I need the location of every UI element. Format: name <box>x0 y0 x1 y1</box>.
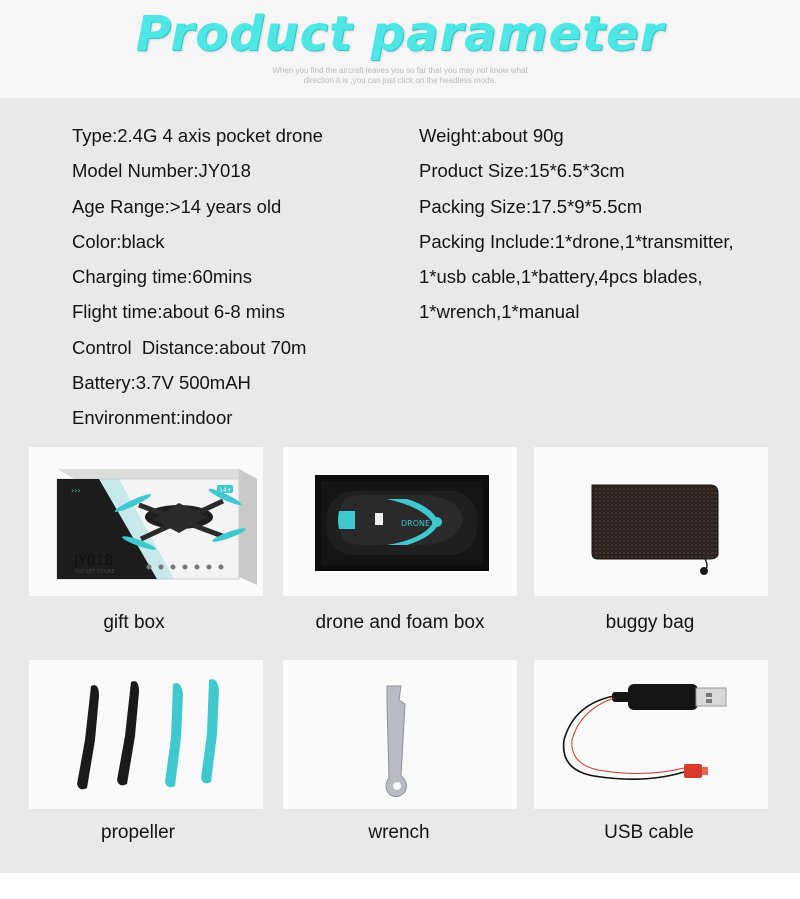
header-banner <box>0 0 800 98</box>
spec-list-right <box>419 118 734 330</box>
usb-cable-card <box>534 660 768 809</box>
spec-list-left <box>72 118 323 436</box>
usb-cable-caption: USB cable <box>604 822 694 843</box>
propeller-card <box>29 660 263 809</box>
propeller-image <box>29 660 263 809</box>
spec-packing-include-3: 1*wrench,1*manual <box>419 301 580 323</box>
box-sub: POCKET DRONE <box>75 569 115 575</box>
buggy-bag-caption: buggy bag <box>605 612 695 633</box>
gift-box-image <box>29 447 263 596</box>
wrench-card <box>283 660 517 809</box>
buggy-bag-image <box>534 447 768 596</box>
spec-product-size: Product Size:15*6.5*3cm <box>419 160 625 182</box>
subtitle-line-2: direction it is ,you can just click on the headless mode. <box>303 76 497 85</box>
box-badge: 14+ <box>219 487 232 494</box>
spec-type: Type:2.4G 4 axis pocket drone <box>72 125 323 146</box>
drone-foam-box-caption: drone and foam box <box>315 612 485 633</box>
box-model: JY018 <box>74 553 114 569</box>
spec-model-number: Model Number:JY018 <box>72 160 251 182</box>
spec-packing-include: Packing Include:1*drone,1*transmitter, <box>419 230 734 252</box>
buggy-bag-card <box>534 447 768 596</box>
subtitle-line-1: When you find the aircraft leaves you so far that you may not know what <box>272 66 528 75</box>
svg-text:›››: ››› <box>71 486 81 495</box>
propeller-caption: propeller <box>101 822 175 843</box>
gift-box-caption: gift box <box>103 612 165 633</box>
spec-weight: Weight:about 90g <box>419 125 564 146</box>
spec-age-range: Age Range:>14 years old <box>72 195 282 217</box>
spec-environment: Environment:indoor <box>72 407 233 429</box>
page-subtitle <box>0 66 800 86</box>
usb-cable-image <box>534 660 768 809</box>
spec-battery: Battery:3.7V 500mAH <box>72 372 251 394</box>
drone-foam-box-card <box>283 447 517 596</box>
gift-box-card <box>29 447 263 596</box>
spec-charging-time: Charging time:60mins <box>72 266 252 288</box>
page-title: Product parameter <box>135 6 665 62</box>
wrench-caption: wrench <box>368 822 430 843</box>
drone-label: DRONE <box>401 519 431 528</box>
drone-foam-box-image <box>283 447 517 596</box>
spec-packing-include-2: 1*usb cable,1*battery,4pcs blades, <box>419 266 703 288</box>
spec-flight-time: Flight time:about 6-8 mins <box>72 301 285 323</box>
wrench-image <box>283 660 517 809</box>
spec-control-distance: Control Distance:about 70m <box>72 336 307 358</box>
spec-color: Color:black <box>72 230 165 252</box>
spec-packing-size: Packing Size:17.5*9*5.5cm <box>419 195 643 217</box>
